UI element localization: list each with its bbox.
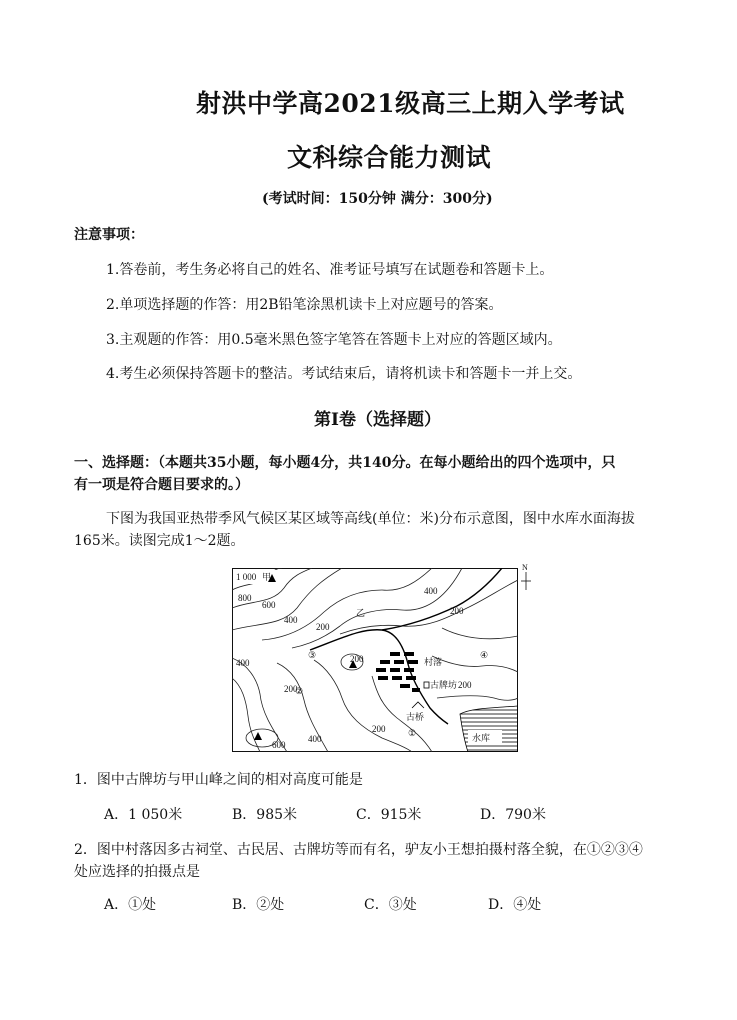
point-2: ② bbox=[295, 686, 304, 696]
svg-text:600: 600 bbox=[262, 600, 276, 610]
svg-text:200: 200 bbox=[372, 724, 386, 734]
svg-text:400: 400 bbox=[308, 734, 322, 744]
svg-text:200: 200 bbox=[458, 680, 472, 690]
q1-option-d[interactable]: D．790米 bbox=[480, 807, 546, 823]
svg-text:800: 800 bbox=[238, 593, 252, 603]
notice-item-3: 3.主观题的作答：用0.5毫米黑色签字笔答在答题卡上对应的答题区域内。 bbox=[106, 332, 562, 348]
notice-item-4: 4.考生必须保持答题卡的整洁。考试结束后，请将机读卡和答题卡一并上交。 bbox=[106, 366, 582, 382]
intro-line2: 165米。读图完成1～2题。 bbox=[74, 533, 245, 549]
point-3: ③ bbox=[308, 650, 317, 660]
q2-option-a[interactable]: A．①处 bbox=[104, 897, 157, 913]
intro-line1: 下图为我国亚热带季风气候区某区域等高线(单位：米)分布示意图，图中水库水面海拔 bbox=[106, 511, 635, 527]
section-heading-line2: 有一项是符合题目要求的。） bbox=[74, 477, 249, 493]
question-2-stem-line2: 处应选择的拍摄点是 bbox=[74, 864, 200, 880]
q2-option-c[interactable]: C．③处 bbox=[364, 897, 417, 913]
q2-option-b[interactable]: B．②处 bbox=[232, 897, 285, 913]
svg-text:200: 200 bbox=[284, 684, 298, 694]
notice-item-2: 2.单项选择题的作答：用2B铅笔涂黑机读卡上对应题号的答案。 bbox=[106, 297, 503, 313]
section-heading-line1: 一、选择题：（本题共35小题，每小题4分，共140分。在每小题给出的四个选项中，只 bbox=[74, 455, 616, 471]
point-1: ① bbox=[408, 728, 417, 738]
svg-text:400: 400 bbox=[284, 615, 298, 625]
svg-text:200: 200 bbox=[316, 622, 330, 632]
svg-text:400: 400 bbox=[424, 586, 438, 596]
notice-item-1: 1.答卷前，考生务必将自己的姓名、准考证号填写在试题卷和答题卡上。 bbox=[106, 262, 554, 278]
svg-text:200: 200 bbox=[350, 654, 364, 664]
arch-label: 古牌坊 bbox=[430, 680, 458, 690]
river-label: 乙 bbox=[356, 608, 366, 618]
q1-option-c[interactable]: C．915米 bbox=[356, 807, 422, 823]
svg-text:600: 600 bbox=[272, 740, 286, 750]
notice-heading: 注意事项： bbox=[74, 227, 144, 243]
svg-text:400: 400 bbox=[236, 658, 250, 668]
peak-name-label: 甲 bbox=[262, 572, 272, 582]
q1-option-a[interactable]: A．1 050米 bbox=[104, 807, 183, 823]
exam-title: 射洪中学高2021级高三上期入学考试 bbox=[196, 89, 625, 118]
question-1-stem: 1．图中古牌坊与甲山峰之间的相对高度可能是 bbox=[74, 772, 363, 788]
peak-elevation-label: 1 000 bbox=[236, 572, 257, 582]
exam-subtitle: 文科综合能力测试 bbox=[287, 143, 492, 172]
q1-option-b[interactable]: B．985米 bbox=[232, 807, 298, 823]
point-4: ④ bbox=[480, 650, 489, 660]
north-label: N bbox=[522, 563, 528, 572]
contour-map bbox=[232, 568, 518, 752]
part1-title: 第Ⅰ卷（选择题） bbox=[314, 410, 441, 430]
question-2-stem-line1: 2．图中村落因多古祠堂、古民居、古牌坊等而有名，驴友小王想拍摄村落全貌，在①②③④ bbox=[74, 842, 643, 858]
reservoir bbox=[460, 706, 518, 752]
exam-info: (考试时间：150分钟 满分：300分) bbox=[262, 191, 493, 207]
village-label: 村落 bbox=[424, 657, 443, 667]
svg-text:200: 200 bbox=[450, 606, 464, 616]
north-arrow-icon bbox=[516, 562, 536, 592]
bridge-label: 古桥 bbox=[406, 712, 425, 722]
reservoir-label: 水库 bbox=[472, 733, 491, 743]
q2-option-d[interactable]: D．④处 bbox=[488, 897, 542, 913]
